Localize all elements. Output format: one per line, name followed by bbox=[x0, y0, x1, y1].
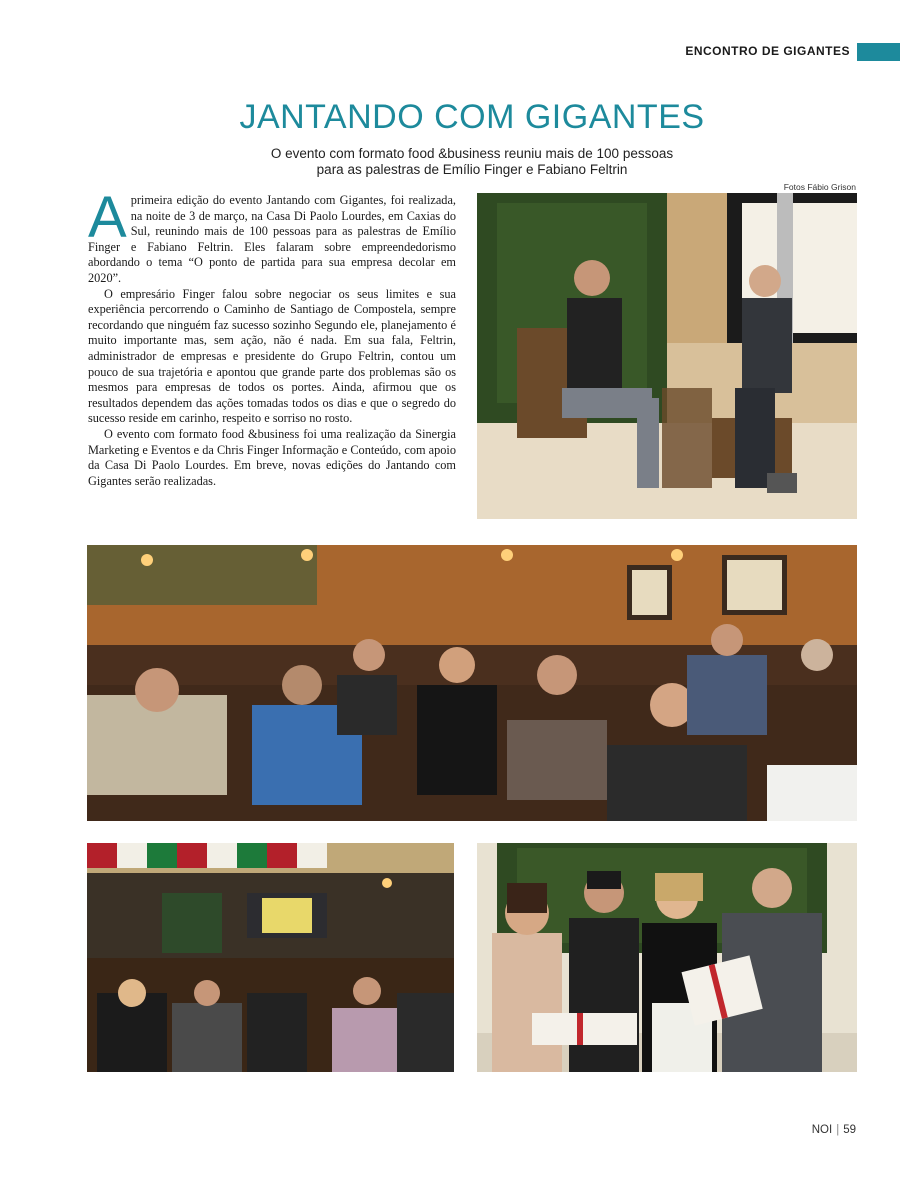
paragraph-2: O empresário Finger falou sobre negociar os seus limites e sua experiência percorrendo o Caminho de Santiago de Compostela, sempre recordando que ninguém faz sucesso sozinho Segundo ele, planejamento é muito importante mas, sem ação, não é nada. Em sua fala, Feltrin, administrador de empresas e presidente do Grupo Feltrin, contou um pouco de sua trajetória e apontou que grande parte dos problemas são os mesmos para empresas de todos os portes. Ainda, afirmou que os resultados dependem das ações tomadas todos os dias e que o segredo do sucesso reside em carinho, respeito e sorriso no rosto. bbox=[88, 286, 456, 426]
article-body bbox=[88, 185, 456, 489]
article-subtitle bbox=[0, 146, 900, 178]
section-label: ENCONTRO DE GIGANTES bbox=[685, 44, 850, 58]
photo-group-gifts bbox=[477, 843, 857, 1072]
subtitle-line-1: O evento com formato food &business reuniu mais de 100 pessoas bbox=[270, 146, 674, 161]
drop-cap: A bbox=[88, 185, 127, 250]
photo-speakers-stage bbox=[477, 193, 857, 519]
photo-event-room bbox=[87, 843, 454, 1072]
page-number: 59 bbox=[843, 1124, 856, 1136]
subtitle-line-2: para as palestras de Emílio Finger e Fabiano Feltrin bbox=[316, 162, 628, 177]
section-accent-bar bbox=[857, 43, 900, 61]
page-footer bbox=[760, 1124, 856, 1136]
photo-credit: Fotos Fábio Grison bbox=[783, 182, 856, 192]
paragraph-1 bbox=[88, 185, 456, 287]
paragraph-1-text: primeira edição do evento Jantando com Gigantes, foi realizada, na noite de 3 de março, na Casa Di Paolo Lourdes, em Caxias do Sul, reunindo mais de 100 pessoas para as palestras de Emílio Finger e Fabiano Feltrin. Eles falaram sobre empreendedorismo abordando o tema “O ponto de partida para sua empresa decolar em 2020”. bbox=[88, 193, 456, 285]
article-title: JANTANDO COM GIGANTES bbox=[239, 98, 705, 136]
magazine-name: NOI bbox=[811, 1124, 833, 1136]
photo-audience-dinner bbox=[87, 545, 857, 821]
footer-separator: | bbox=[836, 1124, 840, 1136]
paragraph-3: O evento com formato food &business foi uma realização da Sinergia Marketing e Eventos e da Chris Finger Informação e Conteúdo, com apoio da Casa Di Paolo Lourdes. Em breve, novas edições do Jantando com Gigantes serão realizadas. bbox=[88, 426, 456, 488]
